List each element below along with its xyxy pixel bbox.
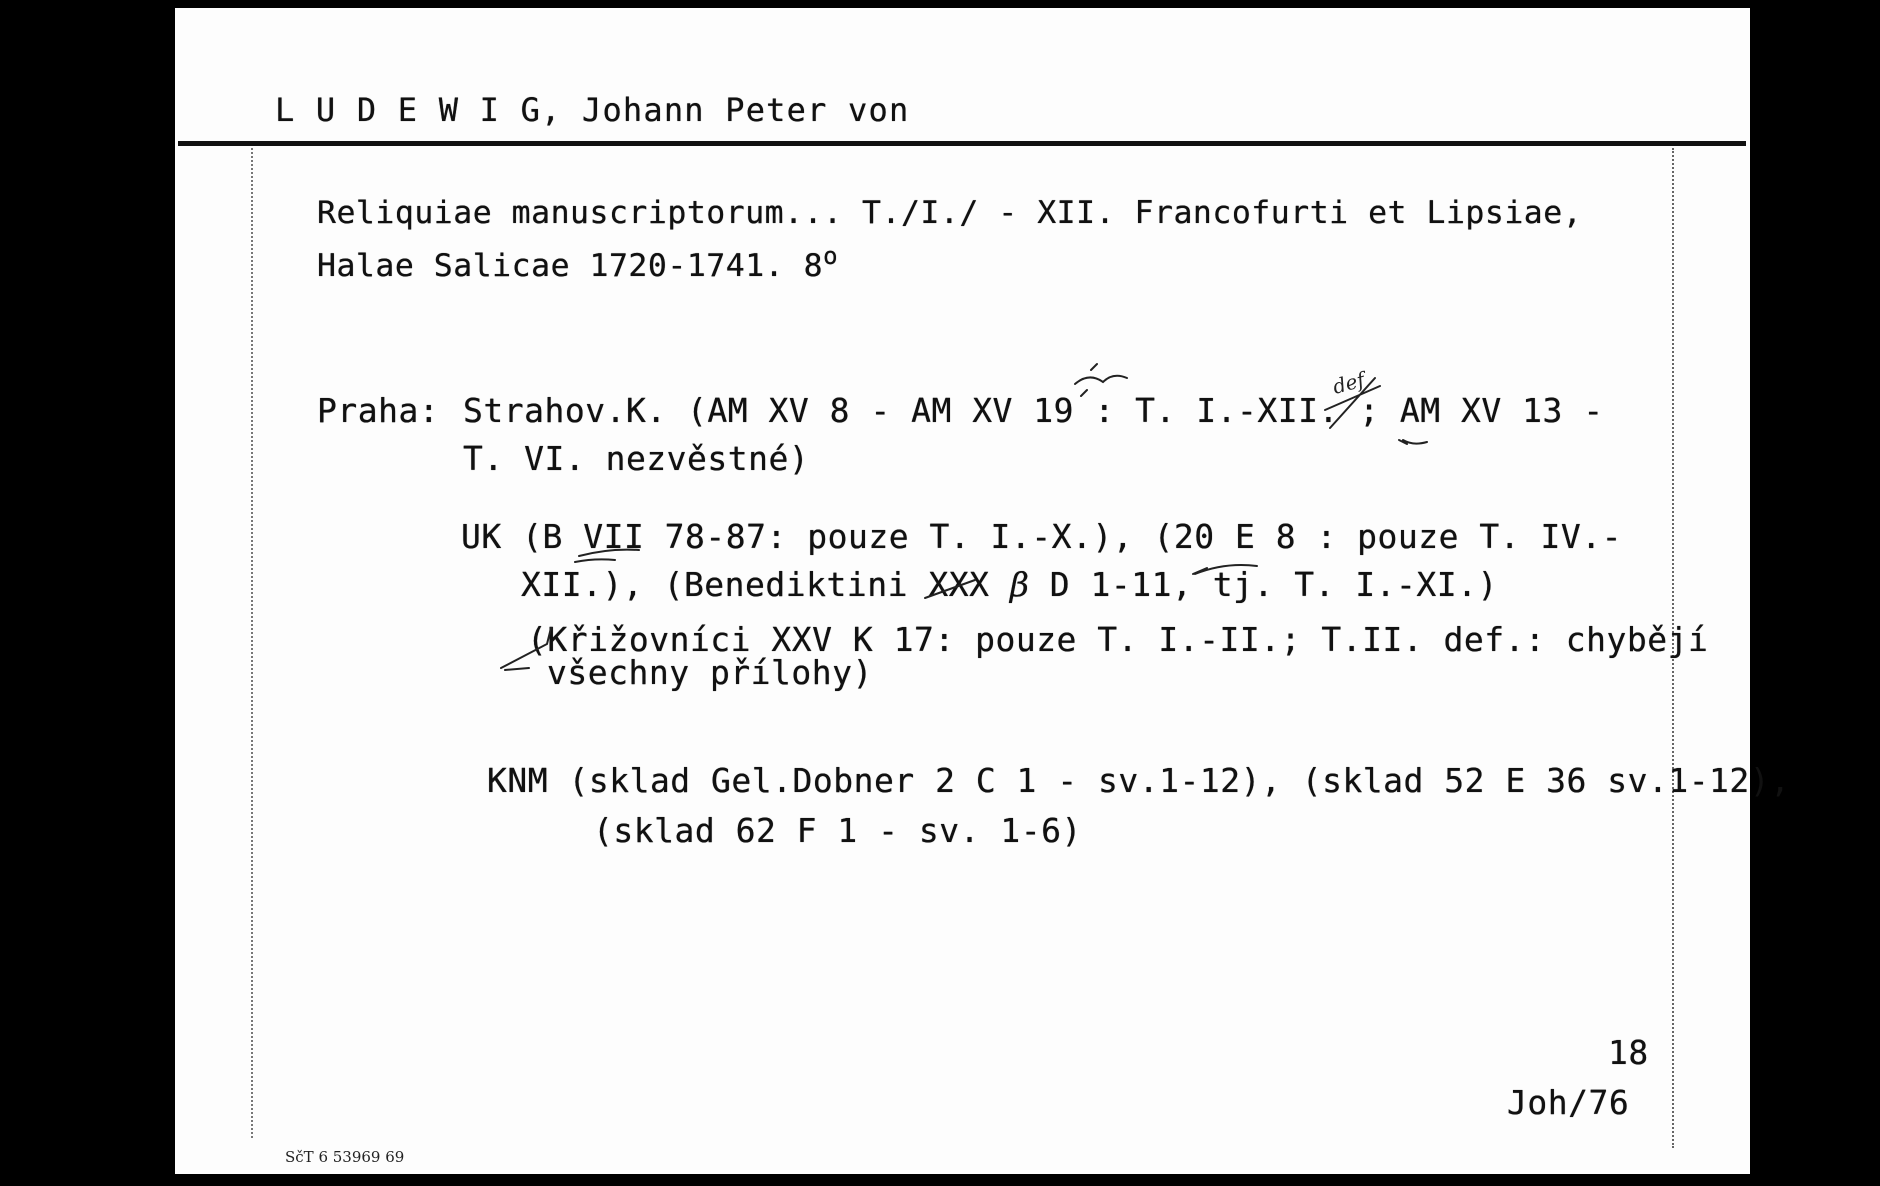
cataloger-signature: Joh/76 (1507, 1083, 1630, 1122)
uk-line-1: UK (B VII 78-87: pouze T. I.-X.), (20 E 8 : pouze T. IV.- (461, 517, 1622, 556)
knm-line-2: (sklad 62 F 1 - sv. 1-6) (593, 811, 1082, 850)
title-line-2 (317, 244, 838, 283)
strahov-line-2: T. VI. nezvěstné) (463, 439, 810, 478)
holding-place: Praha: (317, 391, 440, 430)
knm-line-1: KNM (sklad Gel.Dobner 2 C 1 - sv.1-12), (sklad 52 E 36 sv.1-12), (487, 761, 1791, 800)
imprint-text: Halae Salicae 1720-1741. 8 (317, 248, 824, 284)
uk-line-3: (Křižovníci XXV K 17: pouze T. I.-II.; T.II. def.: chybějí (527, 620, 1709, 659)
copy-count: 18 (1608, 1033, 1649, 1072)
left-margin-line (251, 148, 253, 1138)
title-line-1: Reliquiae manuscriptorum... T./I./ - XII. Francofurti et Lipsiae, (317, 195, 1583, 231)
uk-benediktini-text: XII.), (Benediktini XXX (521, 565, 990, 604)
strahov-line-1: Strahov.K. (AM XV 8 - AM XV 19 : T. I.-XII. ; AM XV 13 - (463, 391, 1604, 430)
uk-line-2 (521, 565, 1498, 604)
handwritten-note: def (1330, 367, 1368, 399)
card-heading: L U D E W I G, Johann Peter von (275, 91, 910, 129)
insert-arrow (1399, 440, 1427, 444)
beta-glyph: β (1009, 565, 1030, 604)
heading-divider (178, 141, 1746, 146)
uk-line-4: všechny přílohy) (547, 653, 873, 692)
catalog-card (175, 8, 1791, 1174)
print-code: SčT 6 53969 69 (285, 1148, 405, 1166)
uk-benediktini-rest: D 1-11, tj. T. I.-XI.) (1049, 565, 1498, 604)
format-superscript: o (823, 242, 839, 270)
